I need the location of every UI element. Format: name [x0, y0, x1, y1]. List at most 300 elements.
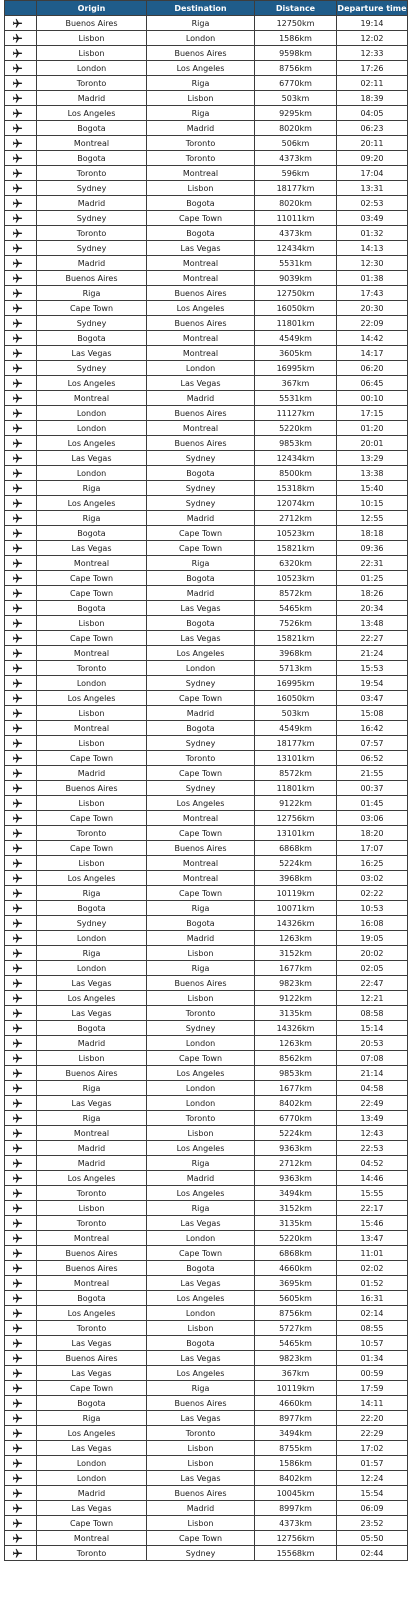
- row-icon-cell: [5, 646, 37, 661]
- row-icon-cell: [5, 961, 37, 976]
- row-icon-cell: [5, 1456, 37, 1471]
- airplane-icon: [12, 993, 23, 1004]
- row-icon-cell: [5, 511, 37, 526]
- table-row: [5, 586, 408, 601]
- distance-cell: 4549km: [255, 331, 337, 346]
- table-row: [5, 1276, 408, 1291]
- departure-time-cell: 05:50: [337, 1531, 408, 1546]
- table-row: [5, 436, 408, 451]
- destination-cell: Montreal: [147, 271, 255, 286]
- airplane-icon: [12, 1413, 23, 1424]
- airplane-icon: [12, 1128, 23, 1139]
- distance-cell: 9853km: [255, 1066, 337, 1081]
- distance-cell: 9823km: [255, 1351, 337, 1366]
- destination-cell: London: [147, 1306, 255, 1321]
- destination-cell: Buenos Aires: [147, 406, 255, 421]
- origin-cell: Madrid: [37, 1036, 147, 1051]
- table-row: [5, 1051, 408, 1066]
- table-row: [5, 1096, 408, 1111]
- airplane-icon: [12, 783, 23, 794]
- table-row: [5, 1111, 408, 1126]
- table-row: [5, 1036, 408, 1051]
- departure-time-cell: 10:57: [337, 1336, 408, 1351]
- origin-cell: Cape Town: [37, 811, 147, 826]
- row-icon-cell: [5, 1051, 37, 1066]
- row-icon-cell: [5, 526, 37, 541]
- distance-cell: 3152km: [255, 1201, 337, 1216]
- airplane-icon: [12, 183, 23, 194]
- origin-cell: Buenos Aires: [37, 1351, 147, 1366]
- distance-cell: 3605km: [255, 346, 337, 361]
- destination-cell: Cape Town: [147, 691, 255, 706]
- airplane-icon: [12, 1278, 23, 1289]
- origin-cell: Bogota: [37, 601, 147, 616]
- departure-time-cell: 12:21: [337, 991, 408, 1006]
- origin-cell: Cape Town: [37, 751, 147, 766]
- row-icon-cell: [5, 886, 37, 901]
- destination-cell: Los Angeles: [147, 1366, 255, 1381]
- destination-cell: Buenos Aires: [147, 1486, 255, 1501]
- table-row: [5, 1456, 408, 1471]
- row-icon-cell: [5, 211, 37, 226]
- destination-cell: Bogota: [147, 616, 255, 631]
- table-row: [5, 856, 408, 871]
- distance-cell: 18177km: [255, 181, 337, 196]
- table-row: [5, 826, 408, 841]
- departure-time-cell: 22:29: [337, 1426, 408, 1441]
- distance-cell: 9122km: [255, 796, 337, 811]
- destination-cell: Sydney: [147, 481, 255, 496]
- table-row: [5, 1201, 408, 1216]
- departure-time-cell: 01:38: [337, 271, 408, 286]
- table-row: [5, 676, 408, 691]
- airplane-icon: [12, 168, 23, 179]
- airplane-icon: [12, 1218, 23, 1229]
- departure-time-cell: 20:30: [337, 301, 408, 316]
- airplane-icon: [12, 678, 23, 689]
- row-icon-cell: [5, 496, 37, 511]
- origin-cell: Buenos Aires: [37, 1246, 147, 1261]
- row-icon-cell: [5, 661, 37, 676]
- table-row: [5, 376, 408, 391]
- table-row: [5, 901, 408, 916]
- distance-cell: 8756km: [255, 1306, 337, 1321]
- table-row: [5, 601, 408, 616]
- origin-cell: Lisbon: [37, 706, 147, 721]
- departure-time-cell: 06:09: [337, 1501, 408, 1516]
- row-icon-cell: [5, 871, 37, 886]
- distance-cell: 12756km: [255, 1531, 337, 1546]
- table-row: [5, 631, 408, 646]
- table-row: [5, 541, 408, 556]
- distance-cell: 8572km: [255, 586, 337, 601]
- destination-cell: Sydney: [147, 736, 255, 751]
- origin-cell: Toronto: [37, 1216, 147, 1231]
- destination-cell: Madrid: [147, 511, 255, 526]
- row-icon-cell: [5, 181, 37, 196]
- row-icon-cell: [5, 301, 37, 316]
- distance-cell: 1263km: [255, 1036, 337, 1051]
- destination-cell: Buenos Aires: [147, 286, 255, 301]
- departure-time-cell: 20:02: [337, 946, 408, 961]
- table-row: [5, 766, 408, 781]
- row-icon-cell: [5, 196, 37, 211]
- airplane-icon: [12, 348, 23, 359]
- departure-time-cell: 13:49: [337, 1111, 408, 1126]
- table-row: [5, 1231, 408, 1246]
- row-icon-cell: [5, 736, 37, 751]
- airplane-icon: [12, 1023, 23, 1034]
- airplane-icon: [12, 633, 23, 644]
- table-row: [5, 1426, 408, 1441]
- origin-cell: Toronto: [37, 1186, 147, 1201]
- airplane-icon: [12, 1398, 23, 1409]
- origin-cell: Toronto: [37, 226, 147, 241]
- destination-cell: Madrid: [147, 586, 255, 601]
- destination-cell: Los Angeles: [147, 301, 255, 316]
- origin-cell: Las Vegas: [37, 541, 147, 556]
- origin-cell: Cape Town: [37, 586, 147, 601]
- table-row: [5, 1006, 408, 1021]
- distance-cell: 3968km: [255, 871, 337, 886]
- distance-cell: 12756km: [255, 811, 337, 826]
- departure-time-cell: 12:55: [337, 511, 408, 526]
- row-icon-cell: [5, 856, 37, 871]
- table-row: [5, 511, 408, 526]
- distance-cell: 5713km: [255, 661, 337, 676]
- destination-cell: Riga: [147, 1381, 255, 1396]
- origin-cell: Riga: [37, 481, 147, 496]
- departure-time-cell: 12:33: [337, 46, 408, 61]
- table-row: [5, 466, 408, 481]
- distance-cell: 1586km: [255, 1456, 337, 1471]
- row-icon-cell: [5, 1516, 37, 1531]
- table-row: [5, 976, 408, 991]
- destination-cell: Toronto: [147, 151, 255, 166]
- row-icon-cell: [5, 556, 37, 571]
- destination-cell: Toronto: [147, 1111, 255, 1126]
- airplane-icon: [12, 753, 23, 764]
- distance-cell: 9039km: [255, 271, 337, 286]
- departure-time-cell: 07:08: [337, 1051, 408, 1066]
- departure-time-cell: 23:52: [337, 1516, 408, 1531]
- row-icon-cell: [5, 676, 37, 691]
- departure-time-cell: 10:53: [337, 901, 408, 916]
- destination-cell: Cape Town: [147, 541, 255, 556]
- origin-cell: Madrid: [37, 1141, 147, 1156]
- destination-cell: Montreal: [147, 256, 255, 271]
- airplane-icon: [12, 423, 23, 434]
- distance-cell: 13101km: [255, 751, 337, 766]
- origin-cell: Las Vegas: [37, 451, 147, 466]
- distance-cell: 18177km: [255, 736, 337, 751]
- row-icon-cell: [5, 1411, 37, 1426]
- origin-cell: London: [37, 931, 147, 946]
- departure-time-cell: 19:14: [337, 16, 408, 31]
- destination-cell: Buenos Aires: [147, 316, 255, 331]
- airplane-icon: [12, 1173, 23, 1184]
- airplane-icon: [12, 288, 23, 299]
- row-icon-cell: [5, 916, 37, 931]
- airplane-icon: [12, 228, 23, 239]
- distance-cell: 9598km: [255, 46, 337, 61]
- origin-cell: Lisbon: [37, 1051, 147, 1066]
- departure-time-cell: 02:22: [337, 886, 408, 901]
- origin-cell: London: [37, 961, 147, 976]
- destination-cell: Lisbon: [147, 1126, 255, 1141]
- origin-cell: Cape Town: [37, 571, 147, 586]
- table-row: [5, 481, 408, 496]
- destination-cell: London: [147, 1096, 255, 1111]
- row-icon-cell: [5, 286, 37, 301]
- table-row: [5, 271, 408, 286]
- departure-time-cell: 20:34: [337, 601, 408, 616]
- origin-cell: Madrid: [37, 256, 147, 271]
- table-row: [5, 661, 408, 676]
- distance-cell: 3152km: [255, 946, 337, 961]
- row-icon-cell: [5, 991, 37, 1006]
- departure-time-cell: 15:55: [337, 1186, 408, 1201]
- destination-cell: Cape Town: [147, 526, 255, 541]
- table-row: [5, 1411, 408, 1426]
- row-icon-cell: [5, 316, 37, 331]
- airplane-icon: [12, 408, 23, 419]
- row-icon-cell: [5, 121, 37, 136]
- distance-cell: 5465km: [255, 601, 337, 616]
- table-row: [5, 811, 408, 826]
- destination-cell: Los Angeles: [147, 1141, 255, 1156]
- origin-cell: Bogota: [37, 331, 147, 346]
- airplane-icon: [12, 528, 23, 539]
- departure-time-cell: 06:45: [337, 376, 408, 391]
- airplane-icon: [12, 1533, 23, 1544]
- departure-time-cell: 02:14: [337, 1306, 408, 1321]
- origin-cell: Cape Town: [37, 841, 147, 856]
- distance-cell: 8997km: [255, 1501, 337, 1516]
- row-icon-cell: [5, 571, 37, 586]
- origin-cell: Montreal: [37, 1276, 147, 1291]
- departure-time-cell: 01:45: [337, 796, 408, 811]
- departure-time-cell: 20:01: [337, 436, 408, 451]
- distance-cell: 8020km: [255, 121, 337, 136]
- table-row: [5, 1291, 408, 1306]
- airplane-icon: [12, 78, 23, 89]
- origin-cell: Montreal: [37, 1126, 147, 1141]
- departure-time-cell: 03:06: [337, 811, 408, 826]
- table-row: [5, 691, 408, 706]
- distance-cell: 6868km: [255, 841, 337, 856]
- airplane-icon: [12, 558, 23, 569]
- destination-cell: Sydney: [147, 451, 255, 466]
- airplane-icon: [12, 303, 23, 314]
- airplane-icon: [12, 768, 23, 779]
- departure-time-cell: 17:59: [337, 1381, 408, 1396]
- origin-cell: Toronto: [37, 1321, 147, 1336]
- distance-cell: 11011km: [255, 211, 337, 226]
- departure-time-cell: 15:46: [337, 1216, 408, 1231]
- airplane-icon: [12, 513, 23, 524]
- destination-cell: Montreal: [147, 166, 255, 181]
- destination-cell: London: [147, 1081, 255, 1096]
- origin-cell: Los Angeles: [37, 496, 147, 511]
- row-icon-cell: [5, 691, 37, 706]
- table-row: [5, 61, 408, 76]
- origin-cell: Los Angeles: [37, 436, 147, 451]
- table-row: [5, 31, 408, 46]
- airplane-icon: [12, 468, 23, 479]
- airplane-icon: [12, 708, 23, 719]
- destination-cell: Las Vegas: [147, 1276, 255, 1291]
- destination-cell: Sydney: [147, 676, 255, 691]
- departure-time-cell: 15:14: [337, 1021, 408, 1036]
- airplane-icon: [12, 108, 23, 119]
- departure-time-cell: 18:20: [337, 826, 408, 841]
- row-icon-cell: [5, 1486, 37, 1501]
- distance-cell: 506km: [255, 136, 337, 151]
- origin-cell: Riga: [37, 286, 147, 301]
- distance-cell: 9295km: [255, 106, 337, 121]
- table-row: [5, 241, 408, 256]
- departure-time-cell: 12:30: [337, 256, 408, 271]
- origin-cell: Lisbon: [37, 1201, 147, 1216]
- airplane-icon: [12, 723, 23, 734]
- origin-cell: Bogota: [37, 121, 147, 136]
- airplane-icon: [12, 438, 23, 449]
- origin-cell: London: [37, 421, 147, 436]
- departure-time-cell: 12:43: [337, 1126, 408, 1141]
- origin-cell: Los Angeles: [37, 991, 147, 1006]
- row-icon-cell: [5, 1471, 37, 1486]
- destination-cell: Montreal: [147, 346, 255, 361]
- departure-time-cell: 18:39: [337, 91, 408, 106]
- destination-cell: Cape Town: [147, 1246, 255, 1261]
- table-row: [5, 1441, 408, 1456]
- airplane-icon: [12, 1548, 23, 1559]
- departure-time-cell: 14:46: [337, 1171, 408, 1186]
- origin-cell: Las Vegas: [37, 976, 147, 991]
- origin-cell: Bogota: [37, 901, 147, 916]
- origin-cell: Sydney: [37, 241, 147, 256]
- destination-cell: Las Vegas: [147, 1216, 255, 1231]
- destination-cell: London: [147, 1036, 255, 1051]
- distance-cell: 6320km: [255, 556, 337, 571]
- origin-cell: Lisbon: [37, 31, 147, 46]
- distance-cell: 10523km: [255, 571, 337, 586]
- origin-cell: Bogota: [37, 526, 147, 541]
- departure-time-cell: 12:02: [337, 31, 408, 46]
- row-icon-cell: [5, 1321, 37, 1336]
- airplane-icon: [12, 33, 23, 44]
- table-row: [5, 1081, 408, 1096]
- airplane-icon: [12, 243, 23, 254]
- departure-time-cell: 02:11: [337, 76, 408, 91]
- airplane-icon: [12, 948, 23, 959]
- row-icon-cell: [5, 616, 37, 631]
- departure-time-cell: 04:05: [337, 106, 408, 121]
- distance-cell: 503km: [255, 706, 337, 721]
- airplane-icon: [12, 813, 23, 824]
- table-row: [5, 196, 408, 211]
- origin-cell: London: [37, 1456, 147, 1471]
- departure-time-cell: 15:53: [337, 661, 408, 676]
- distance-cell: 1677km: [255, 961, 337, 976]
- table-row: [5, 16, 408, 31]
- origin-cell: Las Vegas: [37, 1501, 147, 1516]
- table-row: [5, 226, 408, 241]
- distance-cell: 3494km: [255, 1426, 337, 1441]
- airplane-icon: [12, 153, 23, 164]
- distance-cell: 9853km: [255, 436, 337, 451]
- table-row: [5, 451, 408, 466]
- distance-cell: 3968km: [255, 646, 337, 661]
- origin-cell: Los Angeles: [37, 1426, 147, 1441]
- departure-time-cell: 13:29: [337, 451, 408, 466]
- row-icon-cell: [5, 421, 37, 436]
- origin-cell: Cape Town: [37, 1381, 147, 1396]
- row-icon-cell: [5, 1351, 37, 1366]
- row-icon-cell: [5, 751, 37, 766]
- airplane-icon: [12, 483, 23, 494]
- destination-cell: Toronto: [147, 751, 255, 766]
- airplane-icon: [12, 93, 23, 104]
- row-icon-cell: [5, 16, 37, 31]
- destination-cell: Riga: [147, 106, 255, 121]
- departure-time-cell: 22:31: [337, 556, 408, 571]
- table-row: [5, 1366, 408, 1381]
- destination-cell: Los Angeles: [147, 1291, 255, 1306]
- departure-time-cell: 14:13: [337, 241, 408, 256]
- row-icon-cell: [5, 136, 37, 151]
- departure-time-cell: 22:53: [337, 1141, 408, 1156]
- airplane-icon: [12, 363, 23, 374]
- destination-cell: Cape Town: [147, 886, 255, 901]
- origin-cell: Montreal: [37, 556, 147, 571]
- departure-time-cell: 22:49: [337, 1096, 408, 1111]
- origin-cell: Las Vegas: [37, 1336, 147, 1351]
- destination-cell: Buenos Aires: [147, 46, 255, 61]
- destination-cell: Riga: [147, 901, 255, 916]
- table-row: [5, 1066, 408, 1081]
- row-icon-cell: [5, 1201, 37, 1216]
- destination-cell: Riga: [147, 16, 255, 31]
- destination-cell: London: [147, 661, 255, 676]
- distance-cell: 5465km: [255, 1336, 337, 1351]
- row-icon-cell: [5, 376, 37, 391]
- departure-time-cell: 06:23: [337, 121, 408, 136]
- table-row: [5, 1141, 408, 1156]
- destination-cell: Bogota: [147, 196, 255, 211]
- departure-time-cell: 03:47: [337, 691, 408, 706]
- airplane-icon: [12, 1008, 23, 1019]
- header-origin: Origin: [37, 1, 147, 16]
- origin-cell: Sydney: [37, 916, 147, 931]
- destination-cell: Sydney: [147, 1546, 255, 1561]
- distance-cell: 7526km: [255, 616, 337, 631]
- destination-cell: Buenos Aires: [147, 976, 255, 991]
- departure-time-cell: 15:40: [337, 481, 408, 496]
- destination-cell: Cape Town: [147, 766, 255, 781]
- airplane-icon: [12, 198, 23, 209]
- origin-cell: Los Angeles: [37, 871, 147, 886]
- origin-cell: Riga: [37, 1111, 147, 1126]
- row-icon-cell: [5, 1216, 37, 1231]
- distance-cell: 2712km: [255, 1156, 337, 1171]
- distance-cell: 4549km: [255, 721, 337, 736]
- destination-cell: Las Vegas: [147, 241, 255, 256]
- departure-time-cell: 03:49: [337, 211, 408, 226]
- distance-cell: 4660km: [255, 1261, 337, 1276]
- airplane-icon: [12, 1473, 23, 1484]
